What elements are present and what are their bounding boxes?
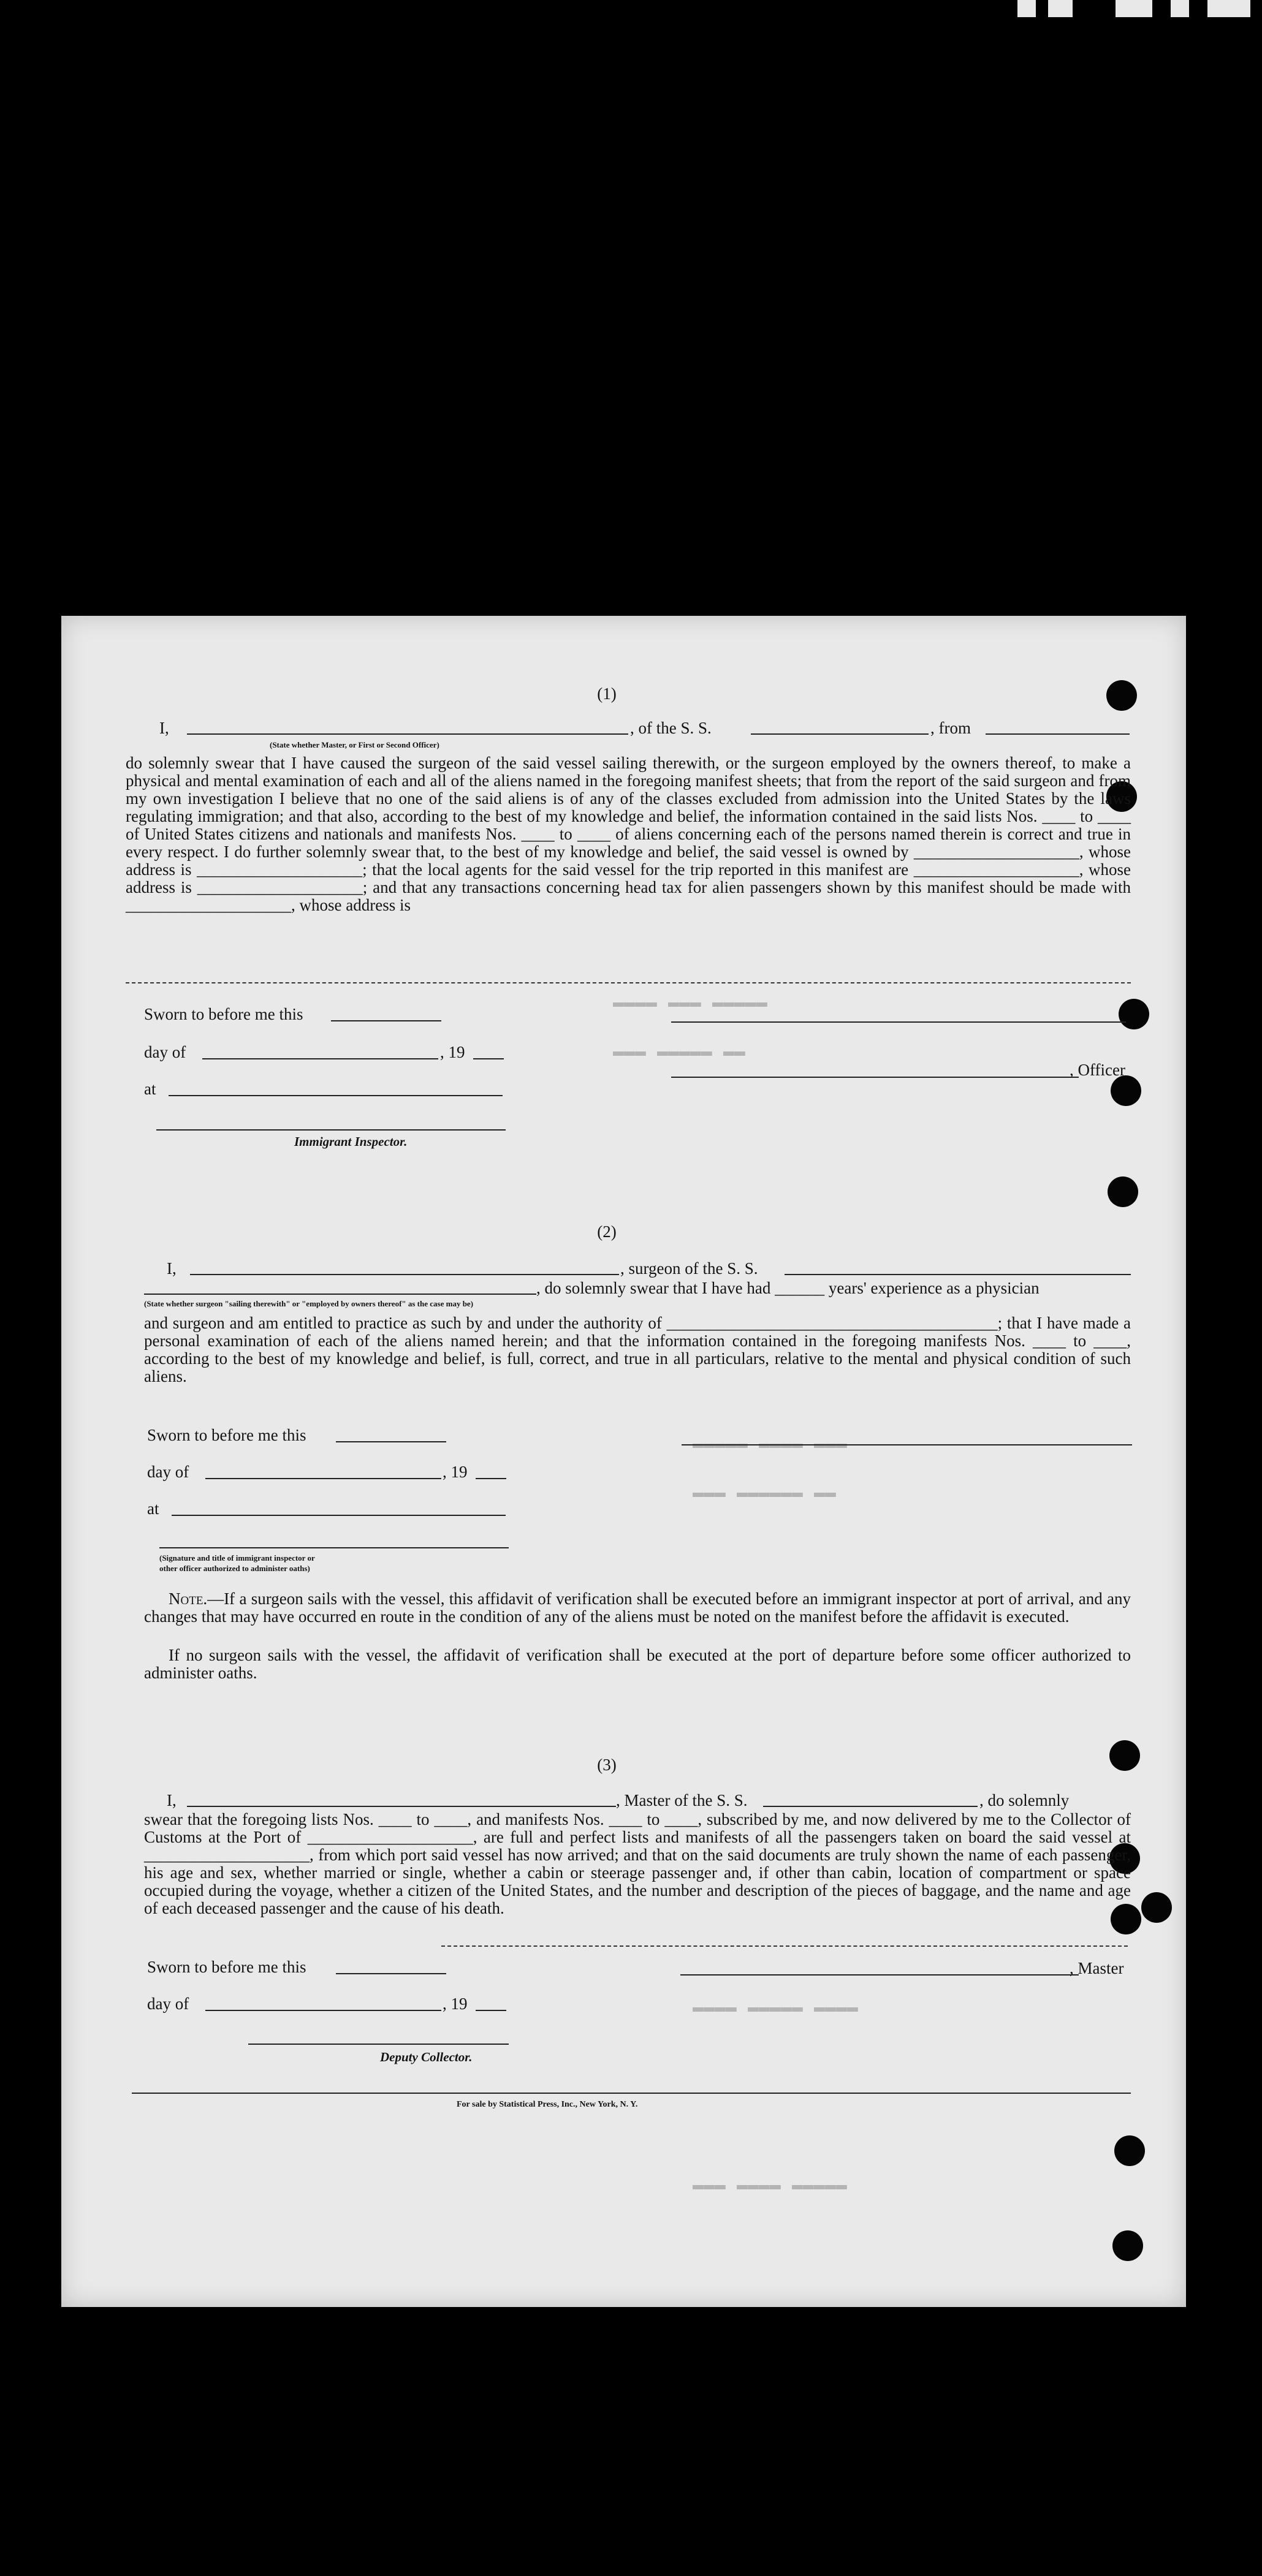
section-3-oath-start: I, [167, 1791, 177, 1809]
immigrant-inspector-title: Immigrant Inspector. [294, 1134, 408, 1149]
blank-line [336, 1973, 446, 1974]
blank-line [187, 733, 628, 735]
section-2-year-label: , 19 [443, 1463, 468, 1481]
blank-line [473, 1058, 504, 1059]
section-3-number: (3) [597, 1756, 617, 1774]
master-signature-line [680, 1974, 1079, 1976]
section-2-at-label: at [147, 1499, 159, 1518]
blank-line [187, 1806, 616, 1807]
section-3-vessel-label: , Master of the S. S. [616, 1791, 748, 1809]
section-1-oath-start: I, [159, 719, 169, 737]
punch-hole [1109, 1740, 1140, 1771]
blank-line [751, 733, 929, 735]
section-2-sworn-label: Sworn to before me this [147, 1426, 306, 1444]
section-1-oath-paragraph: do solemnly swear that I have caused the surgeon of the said vessel sailing therewith, or the surgeon employed by the owners thereof, to make a physical and mental examination of each and all of the aliens named in the foregoing manifest sheets; that from the report of the said surgeon and from my own investigation I believe that no one of the said aliens is of any of the classes excluded from admission into the United States by the laws regulating immigration; and that also, according to the best of my knowledge and belief, the information contained in the said lists Nos. ____ to ____ of United States citizens and nationals and manifests Nos. ____ to ____ of aliens concerning each of the persons named therein is correct and true in every respect. I do further solemnly swear that, to the best of my knowledge and belief, the said vessel is owned by ____________________, whose address is ____________________; that the local agents for the said vessel for the trip reported in this manifest are ____________________, whose address is ____________________; and that any transactions concerning head tax for alien passengers shown by this manifest should be made with ____________________, whose address is [126, 754, 1131, 914]
section-1-year-label: , 19 [440, 1043, 465, 1061]
bleed-through-texture: ▬▬▬▬ ▬▬▬ ▬▬▬▬▬ [613, 996, 768, 1017]
section-2-note-2: If no surgeon sails with the vessel, the affidavit of verification shall be executed at the port of departure before some officer authorized to administer oaths. [144, 1646, 1131, 1682]
bleed-through-texture: ▬▬▬ ▬▬▬▬ ▬▬▬▬▬ [693, 2178, 848, 2199]
blank-line [785, 1274, 1131, 1275]
blank-line [476, 2010, 506, 2011]
punch-hole [1141, 1892, 1172, 1923]
section-2-surgeon-note: (State whether surgeon "sailing therewith" or "employed by owners thereof" as the case may be) [144, 1299, 474, 1308]
section-1-officer-label: , Officer [1070, 1061, 1125, 1079]
note-label: Note. [169, 1589, 208, 1608]
blank-line [172, 1515, 506, 1516]
blank-line [763, 1806, 978, 1807]
blank-line [476, 1478, 506, 1479]
section-3-oath-paragraph: swear that the foregoing lists Nos. ____ to ____, and manifests Nos. ____ to ____, subscribed by me, and now delivered by me to the Collector of Customs at the Port of ____________________, are full and perfect lists and manifests of all the passengers taken on board the said vessel at ____________________, from which port said vessel has now arrived; and that on the said documents are truly shown the name of each passenger, his age and sex, whether married or single, whether a cabin or steerage passenger and, if other than cabin, location of compartment or space occupied during the voyage, whether a citizen of the United States, and the number and description of the pieces of baggage, and the name and age of each deceased passenger and the cause of his death. [144, 1810, 1131, 1917]
blank-line [144, 1294, 536, 1295]
section-2-number: (2) [597, 1222, 617, 1241]
blank-line [986, 733, 1130, 735]
section-2-vessel-label: , surgeon of the S. S. [620, 1259, 758, 1278]
blank-line [159, 1547, 509, 1548]
bleed-through-texture: ▬▬▬▬ ▬▬▬▬▬ ▬▬▬▬ [693, 2001, 859, 2021]
punch-hole [1114, 2135, 1145, 2166]
punch-hole [1106, 680, 1137, 711]
section-1-from-label: , from [930, 719, 971, 737]
blank-line [169, 1095, 503, 1096]
section-3-year-label: , 19 [443, 1995, 468, 2013]
punch-hole [1112, 2230, 1143, 2261]
section-2-experience-line: , do solemnly swear that I have had ______ years' experience as a physician [536, 1279, 1040, 1297]
section-1-rank-note: (State whether Master, or First or Second Officer) [270, 740, 439, 749]
punch-hole [1111, 1075, 1141, 1106]
divider [126, 982, 1131, 983]
section-2-oath-paragraph: and surgeon and am entitled to practice as such by and under the authority of ________________________________________; that I have made a personal examination of each of the aliens named herein; and that the information contained in the foregoing manifests Nos. ____ to ____, according to the best of my knowledge and belief, is full, correct, and true in all particulars, relative to the mental and physical condition of such aliens. [144, 1314, 1131, 1385]
punch-hole [1119, 999, 1149, 1029]
section-1-at-label: at [144, 1080, 156, 1098]
blank-line [205, 1478, 441, 1479]
scan-edge-marks [1011, 0, 1262, 22]
blank-line [205, 2010, 441, 2011]
bleed-through-texture: ▬▬▬ ▬▬▬▬▬▬ ▬▬ [693, 1486, 837, 1507]
blank-line [202, 1058, 438, 1059]
section-3-day-label: day of [147, 1995, 189, 2013]
manifest-paper [61, 616, 1186, 2307]
section-1-number: (1) [597, 684, 617, 703]
blank-line [248, 2044, 509, 2045]
punch-hole [1108, 1176, 1138, 1207]
printer-footer: For sale by Statistical Press, Inc., New York, N. Y. [457, 2100, 638, 2109]
section-3-solemnly-label: , do solemnly [979, 1791, 1070, 1809]
section-3-master-label: , Master [1070, 1959, 1124, 1977]
section-1-sworn-label: Sworn to before me this [144, 1005, 303, 1023]
section-2-signature-note: (Signature and title of immigrant inspector or [159, 1553, 315, 1563]
section-2-oath-start: I, [167, 1259, 177, 1278]
footer-rule [132, 2093, 1131, 2094]
divider [441, 1945, 1128, 1947]
blank-line [671, 1021, 1126, 1023]
bleed-through-texture: ▬▬▬▬▬ ▬▬▬▬ ▬▬▬ [693, 1437, 848, 1458]
officer-signature-line [671, 1077, 1079, 1078]
deputy-collector-title: Deputy Collector. [380, 2050, 473, 2064]
section-2-signature-note: other officer authorized to administer oaths) [159, 1564, 310, 1573]
blank-line [190, 1274, 619, 1275]
section-1-day-label: day of [144, 1043, 186, 1061]
blank-line [156, 1129, 506, 1131]
section-3-sworn-label: Sworn to before me this [147, 1958, 306, 1976]
blank-line [331, 1020, 441, 1021]
section-2-note [144, 1590, 1131, 1626]
note-text: —If a surgeon sails with the vessel, this affidavit of verification shall be executed before an immigrant inspector at port of arrival, and any changes that may have occurred en route in the condition of any of the aliens must be noted on the manifest before the affidavit is executed. [144, 1589, 1131, 1626]
blank-line [336, 1441, 446, 1442]
section-2-day-label: day of [147, 1463, 189, 1481]
bleed-through-texture: ▬▬▬ ▬▬▬▬▬ ▬▬ [613, 1045, 746, 1066]
surgeon-signature-line [682, 1444, 1132, 1445]
section-1-vessel-label: , of the S. S. [630, 719, 712, 737]
